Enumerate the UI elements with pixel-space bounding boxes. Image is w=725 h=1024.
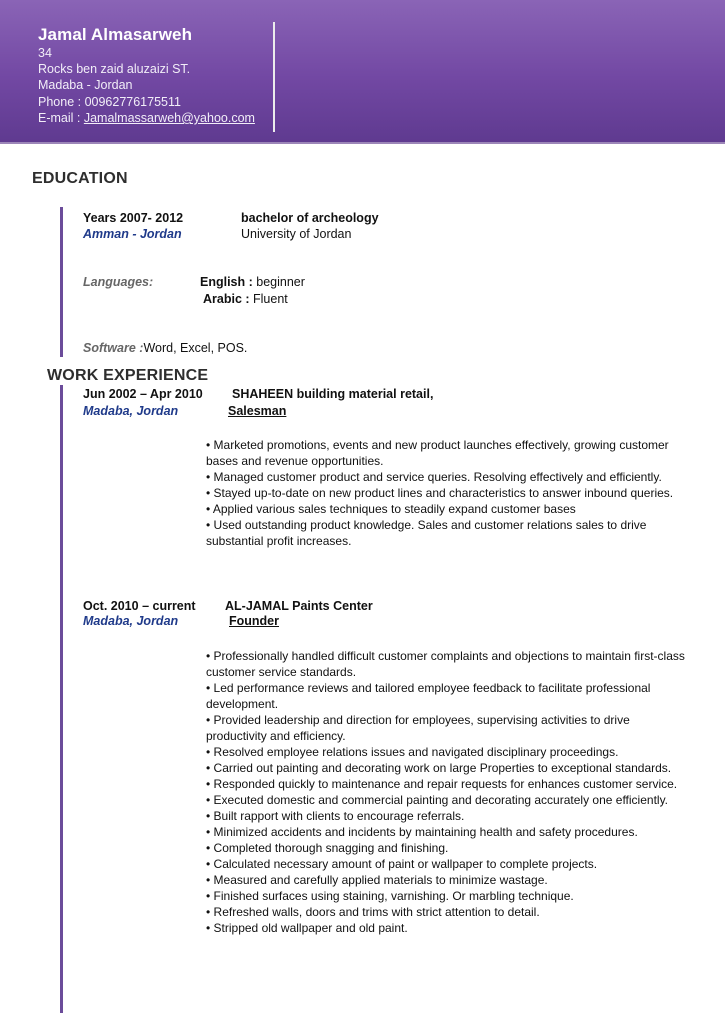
job-bullet: • Managed customer product and service queries. Resolving effectively and efficiently.: [206, 470, 662, 484]
job-dates: Jun 2002 – Apr 2010: [83, 387, 203, 401]
phone-number: Phone : 00962776175511: [38, 95, 181, 109]
job-location: Madaba, Jordan: [83, 614, 179, 628]
software-list: Word, Excel, POS.: [143, 341, 248, 355]
job-location: Madaba, Jordan: [83, 404, 179, 418]
job-bullet: • Applied various sales techniques to steadily expand customer bases: [206, 502, 576, 516]
job-dates: Oct. 2010 – current: [83, 599, 196, 613]
language-name: English :: [200, 275, 253, 289]
job-bullet: • Completed thorough snagging and finishing.: [206, 841, 449, 855]
email-link[interactable]: Jamalmassarweh@yahoo.com: [83, 111, 255, 125]
job-bullet: • Finished surfaces using staining, varnishing. Or marbling technique.: [206, 889, 574, 903]
address-street: Rocks ben zaid aluzaizi ST.: [38, 62, 191, 76]
job-company: SHAHEEN building material retail,: [232, 387, 434, 401]
education-side-bar: [60, 207, 63, 357]
job-bullet: • Refreshed walls, doors and trims with strict attention to detail.: [206, 905, 540, 919]
work-side-bar: [60, 385, 63, 1013]
job-bullet: • Responded quickly to maintenance and repair requests for enhances customer service.: [206, 777, 678, 791]
education-location: Amman - Jordan: [83, 227, 182, 241]
job-bullet: • Stayed up-to-date on new product lines and characteristics to answer inbound queries.: [206, 486, 674, 500]
resume-header: [0, 0, 725, 144]
language-arabic: [203, 292, 288, 306]
job-bullet-list: [206, 648, 686, 936]
software-label: Software :: [83, 341, 144, 355]
job-bullet: • Minimized accidents and incidents by maintaining health and safety procedures.: [206, 825, 638, 839]
education-years: Years 2007- 2012: [83, 211, 184, 225]
job-company: AL-JAMAL Paints Center: [225, 599, 373, 613]
job-bullet-list: [206, 437, 686, 549]
job-bullet: • Measured and carefully applied materials to minimize wastage.: [206, 873, 548, 887]
education-university: University of Jordan: [241, 227, 352, 241]
language-level: beginner: [252, 275, 305, 289]
languages-label: Languages:: [83, 275, 154, 289]
education-heading: EDUCATION: [32, 170, 128, 187]
job-role: Founder: [229, 614, 279, 628]
job-bullet: • Stripped old wallpaper and old paint.: [206, 921, 408, 935]
email-line: [38, 111, 255, 125]
language-name: Arabic :: [203, 292, 250, 306]
candidate-age: 34: [38, 46, 52, 60]
job-bullet: • Provided leadership and direction for employees, supervising activities to drive productivity and efficiency.: [206, 713, 630, 743]
language-level: Fluent: [249, 292, 288, 306]
language-english: [200, 275, 305, 289]
candidate-name: Jamal Almasarweh: [38, 25, 193, 44]
email-label: E-mail :: [38, 111, 84, 125]
job-bullet: • Built rapport with clients to encourage referrals.: [206, 809, 465, 823]
job-bullet: • Carried out painting and decorating work on large Properties to exceptional standards.: [206, 761, 672, 775]
job-bullet: • Marketed promotions, events and new product launches effectively, growing customer bases and revenue opportunities.: [206, 438, 669, 468]
job-bullet: • Calculated necessary amount of paint or wallpaper to complete projects.: [206, 857, 598, 871]
job-bullet: • Resolved employee relations issues and navigated disciplinary proceedings.: [206, 745, 619, 759]
job-role: Salesman: [228, 404, 287, 418]
job-bullet: • Executed domestic and commercial painting and decorating accurately one efficiently.: [206, 793, 669, 807]
job-bullet: • Led performance reviews and tailored employee feedback to facilitate professional development.: [206, 681, 651, 711]
software-line: [83, 341, 247, 355]
address-city: Madaba - Jordan: [38, 78, 133, 92]
education-degree: bachelor of archeology: [241, 211, 379, 225]
header-divider: [273, 22, 275, 132]
job-bullet: • Used outstanding product knowledge. Sales and customer relations sales to drive substantial profit increases.: [206, 518, 647, 548]
job-bullet: • Professionally handled difficult customer complaints and objections to maintain first-class customer service standards.: [206, 649, 685, 679]
work-experience-heading: WORK EXPERIENCE: [47, 367, 209, 384]
